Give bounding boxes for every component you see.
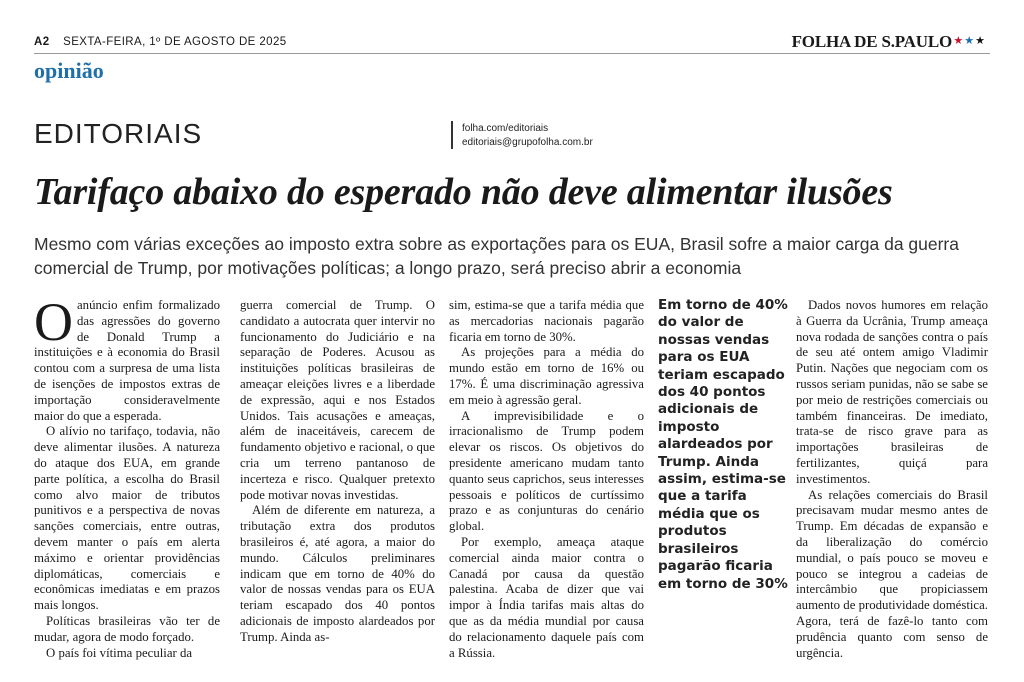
page-number: A2 (34, 36, 50, 48)
dateline-bar (34, 36, 287, 48)
paragraph: As projeções para a média do mundo estão em torno de 16% ou 17%. É uma discriminação agressiva em meio à agressão geral. (449, 345, 644, 407)
article-column-1 (34, 292, 220, 661)
section-title: opinião (34, 58, 104, 83)
contact-divider (451, 121, 453, 149)
contact-url[interactable]: folha.com/editoriais (462, 123, 549, 134)
dateline: SEXTA-FEIRA, 1º DE AGOSTO DE 2025 (63, 36, 287, 48)
article-column-2 (240, 298, 435, 646)
paragraph: Por exemplo, ameaça ataque comercial ainda maior contra o Canadá por causa da questão palestina. Acaba de dizer que vai impor à Índia tarifas mais altas do que as da média mundial por causa do relacionamento daquele país com a Rússia. (449, 534, 644, 660)
drop-cap: O (34, 292, 73, 352)
article-column-5 (796, 298, 988, 661)
paragraph: A imprevisibilidade e o irracionalismo de Trump podem elevar os riscos. Os objetivos do presidente americano mudam tanto quanto seus caprichos, seus interesses pessoais e políticos de curtíssimo prazo e as conjunturas do cenário global. (449, 408, 644, 534)
masthead (792, 32, 952, 52)
paragraph: O país foi vítima peculiar da (46, 645, 193, 660)
pull-quote: Em torno de 40% do valor de nossas vendas para os EUA teriam escapado dos 40 pontos adicionais de imposto alardeados por Trump. Ainda assim, estima-se que a tarifa média que os produtos brasileiros pagarão ficaria em torno de 30% (658, 297, 788, 592)
paragraph: Oanúncio enfim formalizado das agressões do governo de Donald Trump a instituições e à economia do Brasil contou com a surpresa de uma lista de isenções de impostos extras de importação consideravelmente maior do que a esperada. (34, 292, 220, 423)
paragraph: Além de diferente em natureza, a tributação extra dos produtos brasileiros é, até agora, a maior do mundo. Cálculos preliminares indicam que em torno de 40% do valor de nossas vendas para os EUA teriam escapado dos 40 pontos adicionais de imposto alardeados por Trump. Ainda as- (240, 503, 435, 644)
subheadline: Mesmo com várias exceções ao imposto extra sobre as exportações para os EUA, Brasil sofre a maior carga da guerra comercial de Trump, por motivações políticas; a longo prazo, será preciso abrir a economia (34, 234, 959, 278)
paragraph: Dados novos humores em relação à Guerra da Ucrânia, Trump ameaça nova rodada de sanções contra o país de seu até ontem amigo Vladimir Putin. Nações que negociam com os russos seriam punidas, não se sabe se por meio de restrições comerciais ou também financeiras. De imediato, trata-se de risco grave para as importações brasileiras de fertilizantes, quiçá para investimentos. (796, 298, 988, 486)
masthead-logo: FOLHA DE S.PAULO (791, 32, 952, 51)
masthead-stars-icon: ★★★ (953, 35, 986, 47)
paragraph: guerra comercial de Trump. O candidato a autocrata quer intervir no funcionamento do Judiciário e na separação de Poderes. Acusou as instituições políticas brasileiras de ameaçar eleições livres e a liberdade de expressão, aqui e nos Estados Unidos. Tais acusações e ameaças, além de inaceitáveis, carecem de fundamento objetivo e racional, o que cria um terreno pantanoso de incerteza e risco. Qualquer pretexto pode motivar novas investidas. (240, 298, 435, 502)
editorial-label: EDITORIAIS (34, 118, 203, 149)
paragraph: O alívio no tarifaço, todavia, não deve alimentar ilusões. A natureza do ataque dos EUA, em grande parte política, a escolha do Brasil como alvo maior de tributos punitivos e a perspectiva de novas sanções comerciais, entre outras, devem manter o país em alerta máximo e orientar providências diplomáticas, comerciais e econômicas imediatas e em prazos mais longos. (34, 424, 220, 613)
paragraph: sim, estima-se que a tarifa média que as mercadorias nacionais pagarão ficaria em torno de 30%. (449, 298, 644, 344)
headline: Tarifaço abaixo do esperado não deve alimentar ilusões (34, 171, 893, 213)
article-column-3 (449, 298, 644, 661)
contact-email[interactable]: editoriais@grupofolha.com.br (462, 137, 593, 148)
paragraph: As relações comerciais do Brasil precisavam mudar mesmo antes de Trump. Em décadas de expansão e da liberalização do comércio mundial, o país pouco se moveu e pouco se integrou a cadeias de intercâmbio que propiciassem aumento de produtividade doméstica. Agora, terá de fazê-lo tanto com prudência quanto com senso de urgência. (796, 487, 988, 660)
header-divider (34, 53, 990, 54)
paragraph: Políticas brasileiras vão ter de mudar, agora de modo forçado. (34, 613, 220, 644)
